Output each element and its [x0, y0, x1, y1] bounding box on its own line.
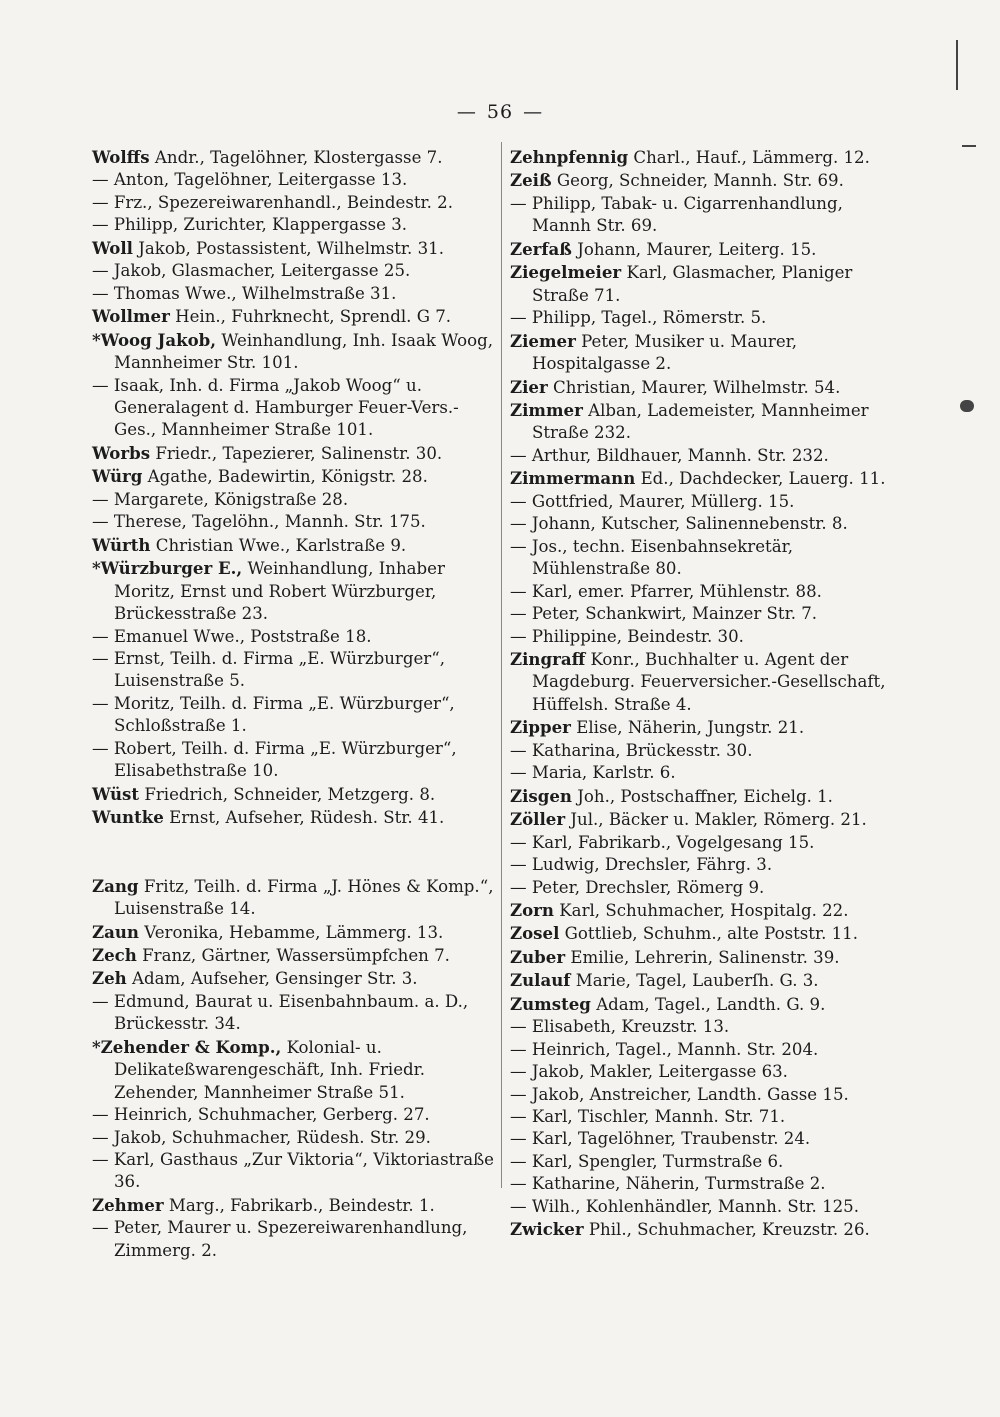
entry-surname: Würth	[92, 534, 151, 555]
directory-entry	[510, 877, 896, 899]
entry-details: — Heinrich, Tagel., Mannh. Str. 204.	[510, 1039, 819, 1059]
entry-details: Veronika, Hebamme, Lämmerg. 13.	[144, 922, 444, 942]
entry-details: Ernst, Aufseher, Rüdesh. Str. 41.	[169, 808, 445, 828]
entry-details: — Philipp, Tagel., Römerstr. 5.	[510, 308, 767, 328]
page-number: — 56 —	[456, 101, 544, 123]
directory-entry	[510, 648, 896, 716]
entry-details: Emilie, Lehrerin, Salinenstr. 39.	[570, 947, 840, 967]
directory-entry	[510, 467, 896, 490]
directory-entry	[510, 1061, 896, 1083]
directory-entry	[92, 1104, 496, 1126]
entry-details: — Isaak, Inh. d. Firma „Jakob Woog“ u. Generalagent d. Hamburger Feuer-Vers.-Ges., Mannheimer Straße 101.	[92, 375, 459, 440]
entry-details: — Philipp, Tabak- u. Cigarrenhandlung, Mannh Str. 69.	[510, 193, 843, 236]
directory-entry	[510, 330, 896, 376]
entry-details: Georg, Schneider, Mannh. Str. 69.	[556, 171, 844, 191]
entry-details: Friedr., Tapezierer, Salinenstr. 30.	[155, 443, 443, 463]
directory-entry	[92, 738, 496, 783]
directory-entry	[510, 1106, 896, 1128]
entry-surname: *Zehender & Komp.,	[92, 1036, 282, 1057]
entry-surname: Zimmer	[510, 399, 583, 420]
entry-surname: Wuntke	[92, 807, 164, 828]
directory-entry	[510, 193, 896, 238]
entry-surname: Zumsteg	[510, 993, 591, 1014]
directory-entry	[510, 1039, 896, 1061]
directory-entry	[510, 716, 896, 739]
directory-entry	[92, 921, 496, 944]
entry-details: — Peter, Drechsler, Römerg 9.	[510, 877, 765, 897]
directory-entry	[92, 875, 496, 921]
directory-entry	[92, 967, 496, 990]
entry-details: Christian Wwe., Karlstraße 9.	[155, 535, 407, 555]
entry-details: — Maria, Karlstr. 6.	[510, 763, 676, 783]
directory-entry	[510, 922, 896, 945]
entry-details: — Jakob, Makler, Leitergasse 63.	[510, 1062, 788, 1082]
entry-surname: Woll	[92, 237, 133, 258]
entry-details: Adam, Tagel., Landth. G. 9.	[596, 994, 826, 1014]
entry-details: Jul., Bäcker u. Makler, Römerg. 21.	[570, 810, 867, 830]
right-column	[510, 146, 896, 1242]
entry-surname: Zeiß	[510, 170, 552, 191]
entry-details: — Anton, Tagelöhner, Leitergasse 13.	[92, 170, 408, 190]
directory-entry	[510, 626, 896, 648]
directory-entry	[92, 1036, 496, 1104]
entry-details: Peter, Musiker u. Maurer, Hospitalgasse 2.	[532, 331, 798, 374]
entry-details: — Arthur, Bildhauer, Mannh. Str. 232.	[510, 445, 829, 465]
directory-entry	[92, 329, 496, 375]
directory-entry	[510, 513, 896, 535]
entry-surname: *Woog Jakob,	[92, 329, 217, 350]
entry-details: Alban, Lademeister, Mannheimer Straße 232.	[532, 400, 869, 443]
entry-details: Weinhandlung, Inh. Isaak Woog, Mannheimer Str. 101.	[114, 330, 494, 373]
entry-details: — Karl, Tischler, Mannh. Str. 71.	[510, 1107, 786, 1127]
entry-surname: Würg	[92, 466, 143, 487]
entry-details: — Elisabeth, Kreuzstr. 13.	[510, 1017, 730, 1037]
entry-details: Marg., Fabrikarb., Beindestr. 1.	[168, 1195, 435, 1215]
entry-surname: Zuber	[510, 946, 566, 967]
directory-entry	[92, 237, 496, 260]
entry-details: — Margarete, Königstraße 28.	[92, 489, 349, 509]
entry-surname: Zerfaß	[510, 238, 572, 259]
entry-details: Fritz, Teilh. d. Firma „J. Hönes & Komp.“, Luisenstraße 14.	[114, 876, 494, 919]
entry-surname: Zier	[510, 376, 548, 397]
entry-details: — Johann, Kutscher, Salinennebenstr. 8.	[510, 514, 848, 534]
entry-details: — Jakob, Glasmacher, Leitergasse 25.	[92, 261, 411, 281]
page-number-value: 56	[486, 101, 514, 123]
entry-details: — Jakob, Anstreicher, Landth. Gasse 15.	[510, 1084, 849, 1104]
directory-entry	[510, 832, 896, 854]
entry-surname: Zehmer	[92, 1194, 164, 1215]
entry-details: — Robert, Teilh. d. Firma „E. Würzburger“, Elisabethstraße 10.	[92, 738, 457, 781]
entry-surname: Zehnpfennig	[510, 147, 629, 167]
margin-mark	[960, 400, 974, 412]
directory-entry	[510, 1218, 896, 1241]
entry-details: — Heinrich, Schuhmacher, Gerberg. 27.	[92, 1105, 430, 1125]
entry-details: — Jakob, Schuhmacher, Rüdesh. Str. 29.	[92, 1127, 431, 1147]
directory-entry	[510, 1128, 896, 1150]
entry-details: — Edmund, Baurat u. Eisenbahnbaum. a. D., Brückesstr. 34.	[92, 991, 469, 1034]
directory-entry	[92, 489, 496, 511]
directory-entry	[92, 534, 496, 557]
entry-details: Elise, Näherin, Jungstr. 21.	[576, 718, 805, 738]
directory-entry	[510, 146, 896, 169]
directory-entry	[510, 307, 896, 329]
directory-entry	[92, 1127, 496, 1149]
entry-details: Kolonial- u. Delikateßwarengeschäft, Inh. Friedr. Zehender, Mannheimer Straße 51.	[114, 1037, 426, 1102]
entry-details: Adam, Aufseher, Gensinger Str. 3.	[132, 969, 418, 989]
directory-entry	[510, 1173, 896, 1195]
entry-details: — Emanuel Wwe., Poststraße 18.	[92, 626, 372, 646]
entry-details: — Philippine, Beindestr. 30.	[510, 626, 744, 646]
entry-surname: Wüst	[92, 783, 140, 804]
directory-entry	[510, 399, 896, 445]
directory-entry	[510, 581, 896, 603]
entry-details: Jakob, Postassistent, Wilhelmstr. 31.	[138, 238, 444, 258]
directory-entry	[92, 511, 496, 533]
entry-surname: Zorn	[510, 899, 554, 920]
directory-entry	[92, 192, 496, 214]
directory-entry	[92, 1194, 496, 1217]
entry-details: Andr., Tagelöhner, Klostergasse 7.	[154, 148, 443, 167]
entry-details: Karl, Schuhmacher, Hospitalg. 22.	[559, 900, 849, 920]
entry-surname: Zang	[92, 875, 139, 896]
directory-entry	[510, 762, 896, 784]
directory-entry	[510, 740, 896, 762]
entry-details: — Karl, emer. Pfarrer, Mühlenstr. 88.	[510, 581, 822, 601]
entry-details: Karl, Glasmacher, Planiger Straße 71.	[532, 263, 853, 305]
entry-details: Agathe, Badewirtin, Königstr. 28.	[147, 467, 428, 487]
entry-details: — Moritz, Teilh. d. Firma „E. Würzburger“, Schloßstraße 1.	[92, 693, 455, 736]
directory-entry	[510, 169, 896, 192]
entry-surname: Ziemer	[510, 330, 576, 351]
directory-entry	[510, 1084, 896, 1106]
entry-details: Franz, Gärtner, Wassersümpfchen 7.	[142, 945, 450, 965]
entry-surname: Zipper	[510, 717, 571, 738]
entry-surname: Zimmermann	[510, 468, 636, 489]
directory-entry	[92, 1149, 496, 1194]
entry-details: — Ernst, Teilh. d. Firma „E. Würzburger“, Luisenstraße 5.	[92, 648, 445, 691]
directory-entry	[510, 376, 896, 399]
entry-details: — Gottfried, Maurer, Müllerg. 15.	[510, 491, 795, 511]
directory-entry	[510, 1151, 896, 1173]
margin-mark	[956, 40, 958, 90]
entry-details: — Karl, Fabrikarb., Vogelgesang 15.	[510, 832, 815, 852]
directory-entry	[92, 944, 496, 967]
directory-entry	[510, 808, 896, 831]
entry-details: — Thomas Wwe., Wilhelmstraße 31.	[92, 283, 397, 303]
directory-entry	[510, 603, 896, 625]
directory-entry	[510, 1196, 896, 1218]
section-gap	[92, 830, 496, 875]
directory-entry	[510, 899, 896, 922]
entry-details: Marie, Tagel, Lauberſh. G. 3.	[575, 971, 819, 991]
entry-details: Weinhandlung, Inhaber Moritz, Ernst und Robert Würzburger, Brückesstraße 23.	[114, 559, 445, 624]
directory-entry	[92, 442, 496, 465]
entry-surname: Zöller	[510, 809, 566, 830]
entry-surname: Zulauf	[510, 970, 571, 991]
entry-details: — Frz., Spezereiwarenhandl., Beindestr. 2.	[92, 192, 453, 212]
directory-entry	[510, 854, 896, 876]
directory-entry	[510, 969, 896, 992]
directory-entry	[510, 1016, 896, 1038]
entry-details: — Katharina, Brückesstr. 30.	[510, 740, 753, 760]
entry-details: — Ludwig, Drechsler, Fährg. 3.	[510, 855, 773, 875]
entry-surname: Ziegelmeier	[510, 262, 622, 283]
entry-surname: Zisgen	[510, 785, 572, 806]
directory-entry	[92, 626, 496, 648]
entry-surname: Zeh	[92, 968, 127, 989]
directory-entry	[510, 536, 896, 581]
entry-surname: Zingraff	[510, 648, 586, 669]
directory-entry	[92, 557, 496, 625]
entry-details: — Therese, Tagelöhn., Mannh. Str. 175.	[92, 512, 426, 532]
entry-surname: Wolffs	[92, 147, 150, 167]
entry-details: — Katharine, Näherin, Turmstraße 2.	[510, 1174, 826, 1194]
entry-details: Hein., Fuhrknecht, Sprendl. G 7.	[175, 307, 452, 327]
margin-mark	[962, 145, 976, 147]
entry-details: — Karl, Spengler, Turmstraße 6.	[510, 1151, 784, 1171]
entry-details: Phil., Schuhmacher, Kreuzstr. 26.	[588, 1220, 870, 1240]
directory-entry	[92, 783, 496, 806]
entry-details: — Wilh., Kohlenhändler, Mannh. Str. 125.	[510, 1196, 860, 1216]
entry-details: — Jos., techn. Eisenbahnsekretär, Mühlenstraße 80.	[510, 536, 793, 579]
directory-entry	[510, 491, 896, 513]
directory-entry	[510, 261, 896, 307]
directory-entry	[92, 214, 496, 236]
directory-entry	[510, 445, 896, 467]
directory-entry	[92, 1217, 496, 1262]
entry-surname: Zosel	[510, 923, 560, 944]
entry-details: Gottlieb, Schuhm., alte Poststr. 11.	[564, 924, 859, 944]
entry-details: Joh., Postschaffner, Eichelg. 1.	[577, 786, 833, 806]
entry-details: — Karl, Gasthaus „Zur Viktoria“, Viktoriastraße 36.	[92, 1150, 494, 1192]
entry-details: Charl., Hauf., Lämmerg. 12.	[633, 148, 870, 167]
entry-details: — Karl, Tagelöhner, Traubenstr. 24.	[510, 1129, 811, 1149]
entry-details: — Peter, Schankwirt, Mainzer Str. 7.	[510, 604, 818, 624]
entry-surname: *Würzburger E.,	[92, 558, 243, 579]
entry-details: Johann, Maurer, Leiterg. 15.	[577, 239, 817, 259]
directory-entry	[92, 283, 496, 305]
entry-surname: Zech	[92, 944, 137, 965]
entry-details: — Peter, Maurer u. Spezereiwarenhandlung, Zimmerg. 2.	[92, 1218, 468, 1260]
directory-entry	[510, 946, 896, 969]
entry-surname: Zaun	[92, 921, 139, 942]
entry-surname: Zwicker	[510, 1219, 584, 1240]
directory-entry	[92, 146, 496, 169]
directory-entry	[92, 260, 496, 282]
entry-surname: Worbs	[92, 442, 151, 463]
directory-entry	[92, 375, 496, 442]
directory-entry	[92, 169, 496, 191]
directory-entry	[92, 693, 496, 738]
directory-entry	[510, 785, 896, 808]
column-divider	[501, 142, 502, 1188]
directory-entry	[92, 991, 496, 1036]
left-column	[92, 146, 496, 1262]
entry-surname: Wollmer	[92, 306, 170, 327]
directory-entry	[92, 305, 496, 328]
entry-details: Konr., Buchhalter u. Agent der Magdeburg. Feuerversicher.-Gesellschaft, Hüffelsh. Straße 4.	[532, 649, 886, 714]
directory-entry	[92, 648, 496, 693]
entry-details: Friedrich, Schneider, Metzgerg. 8.	[144, 784, 436, 804]
directory-entry	[92, 806, 496, 829]
entry-details: Ed., Dachdecker, Lauerg. 11.	[640, 469, 886, 489]
directory-entry	[510, 238, 896, 261]
entry-details: — Philipp, Zurichter, Klappergasse 3.	[92, 215, 408, 235]
directory-entry	[92, 465, 496, 488]
entry-details: Christian, Maurer, Wilhelmstr. 54.	[553, 377, 841, 397]
directory-entry	[510, 993, 896, 1016]
